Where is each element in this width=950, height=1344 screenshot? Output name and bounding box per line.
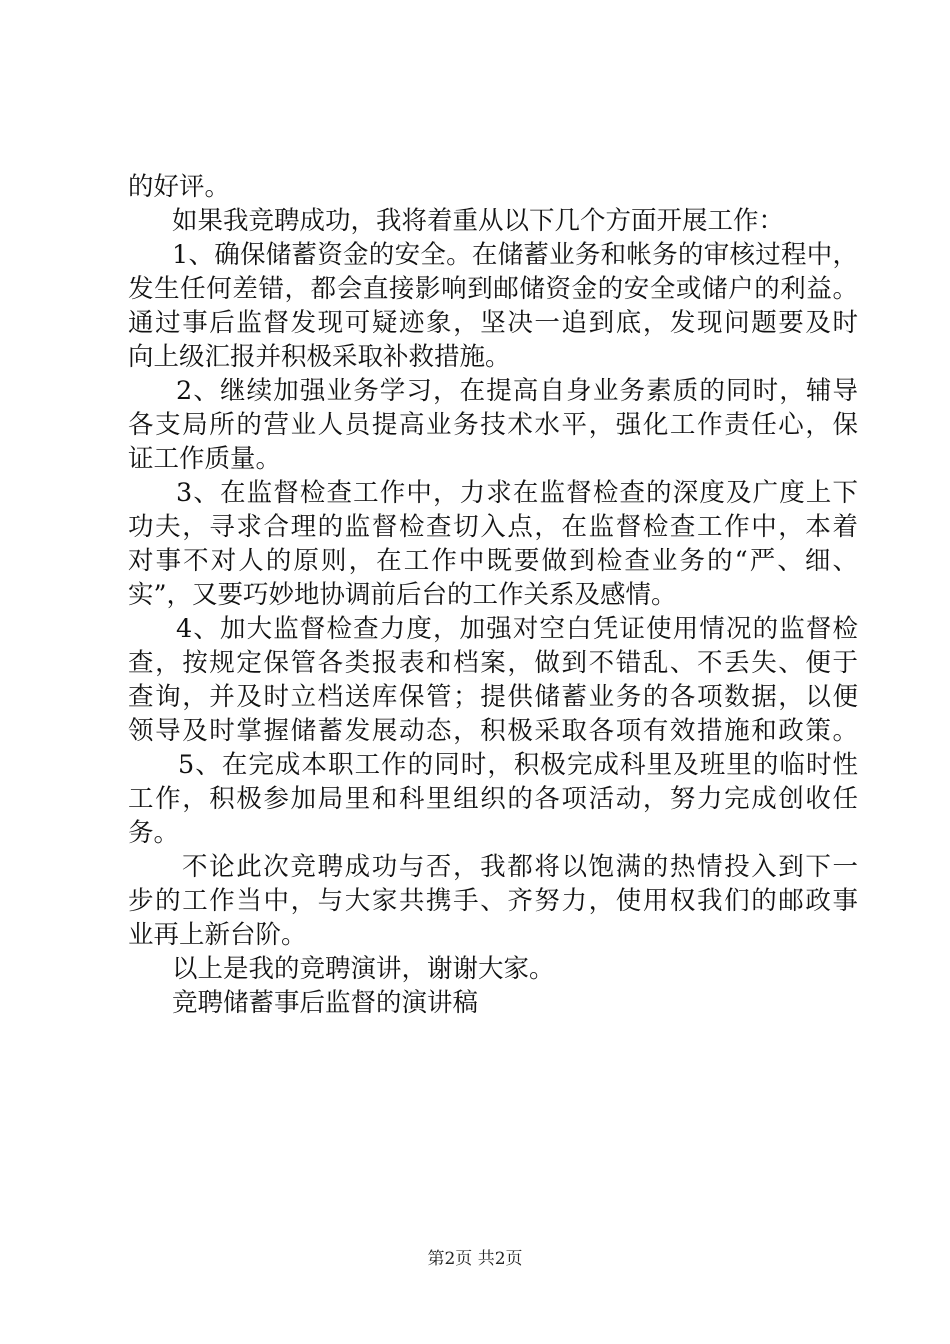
body-line: 通过事后监督发现可疑迹象，坚决一追到底，发现问题要及时: [128, 308, 858, 338]
body-line: 的好评。: [128, 172, 231, 202]
body-line: 证工作质量。: [128, 444, 282, 474]
body-line: 查询，并及时立档送库保管；提供储蓄业务的各项数据，以便: [128, 682, 858, 712]
body-line: 向上级汇报并积极采取补救措施。: [128, 342, 511, 372]
body-line: 步的工作当中，与大家共携手、齐努力，使用权我们的邮政事: [128, 886, 858, 916]
body-line: 1、确保储蓄资金的安全。在储蓄业务和帐务的审核过程中，: [172, 240, 858, 270]
body-line: 查，按规定保管各类报表和档案，做到不错乱、不丢失、便于: [128, 648, 858, 678]
page-footer: 第2页 共2页: [427, 1249, 523, 1269]
body-line: 对事不对人的原则，在工作中既要做到检查业务的“严、细、: [128, 546, 858, 576]
body-line: 各支局所的营业人员提高业务技术水平，强化工作责任心，保: [128, 410, 858, 440]
body-line: 业再上新台阶。: [128, 920, 307, 950]
body-line: 竞聘储蓄事后监督的演讲稿: [172, 988, 479, 1018]
body-line: 不论此次竞聘成功与否，我都将以饱满的热情投入到下一: [182, 852, 858, 882]
body-line: 实”，又要巧妙地协调前后台的工作关系及感情。: [128, 580, 677, 610]
body-line: 功夫，寻求合理的监督检查切入点，在监督检查工作中，本着: [128, 512, 858, 542]
body-line: 工作，积极参加局里和科里组织的各项活动，努力完成创收任: [128, 784, 858, 814]
body-line: 如果我竞聘成功，我将着重从以下几个方面开展工作：: [172, 206, 785, 236]
body-line: 领导及时掌握储蓄发展动态，积极采取各项有效措施和政策。: [128, 716, 858, 746]
body-line: 以上是我的竞聘演讲，谢谢大家。: [172, 954, 555, 984]
body-line: 4、加大监督检查力度，加强对空白凭证使用情况的监督检: [176, 614, 858, 644]
document-body: [128, 170, 858, 1020]
body-line: 务。: [128, 818, 180, 848]
body-line: 3、在监督检查工作中，力求在监督检查的深度及广度上下: [176, 478, 858, 508]
body-line: 2、继续加强业务学习，在提高自身业务素质的同时，辅导: [176, 376, 858, 406]
body-line: 发生任何差错，都会直接影响到邮储资金的安全或储户的利益。: [128, 274, 858, 304]
body-line: 5、在完成本职工作的同时，积极完成科里及班里的临时性: [178, 750, 858, 780]
